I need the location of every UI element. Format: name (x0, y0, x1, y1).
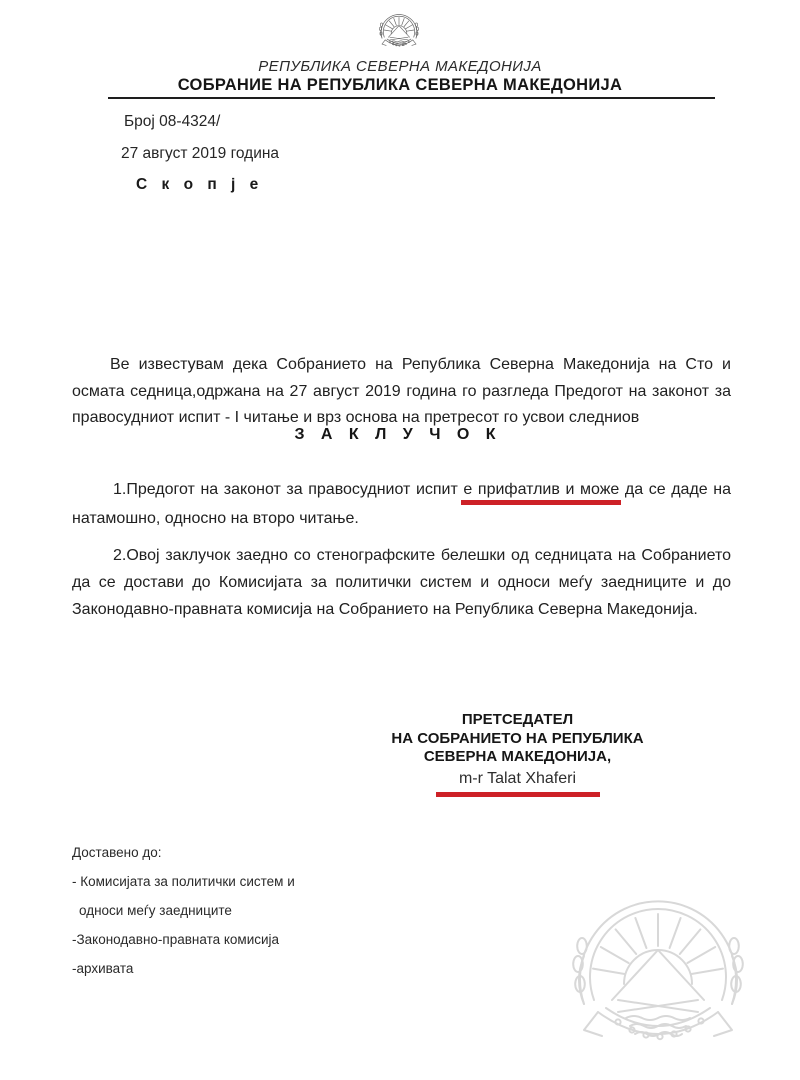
signature-title-line-3: СЕВЕРНА МАКЕДОНИЈА, (423, 748, 612, 765)
document-date: 27 август 2019 година (121, 145, 280, 162)
item1-red-underlined-text: е прифатлив и може (463, 481, 620, 498)
distribution-list (72, 846, 295, 991)
document-number: Број 08-4324/ (124, 113, 221, 130)
signature-red-underline (436, 792, 600, 797)
signer-name: m-r Talat Xhaferi (458, 769, 577, 787)
conclusion-item-1 (72, 475, 731, 533)
watermark-coat-of-arms-icon (543, 860, 773, 1060)
distribution-heading: Доставено до: (72, 845, 162, 860)
document-city: С к о п ј е (136, 176, 264, 193)
distribution-item: -Законодавно-правната комисија (72, 932, 280, 947)
signature-block (380, 711, 655, 797)
republic-name: РЕПУБЛИКА СЕВЕРНА МАКЕДОНИЈА (258, 58, 542, 75)
coat-of-arms-icon (376, 3, 422, 53)
signature-title-line-2: НА СОБРАНИЕТО НА РЕПУБЛИКА (391, 729, 644, 747)
conclusion-heading: З А К Л У Ч О К (294, 426, 502, 443)
intro-paragraph: Ве известувам дека Собранието на Република Северна Македонија на Сто и осмата седница,одржана на 27 август 2019 година го разгледа Предогот на законот за правосудниот испит - I читање и врз основа на претресот го усвои следниов (72, 356, 731, 426)
conclusion-item-2: 2.Овој заклучок заедно со стенографските белешки од седницата на Собранието да се достави до Комисијата за политички систем и односи меѓу заедниците и до Законодавно-правната комисија на Собранието на Република Северна Македонија. (72, 547, 731, 618)
signature-title-line-1: ПРЕТСЕДАТЕЛ (461, 711, 574, 728)
item1-text-before: 1.Предогот на законот за правосудниот испит (113, 481, 464, 498)
distribution-item: односи меѓу заедниците (79, 903, 232, 918)
item1-text-after: да се даде на натамошно, односно на второ читање. (72, 481, 732, 527)
assembly-name: СОБРАНИЕ НА РЕПУБЛИКА СЕВЕРНА МАКЕДОНИЈА (177, 76, 623, 94)
document-meta (121, 112, 280, 195)
header-rule (108, 97, 715, 99)
distribution-item: -архивата (72, 961, 134, 976)
distribution-item: - Комисијата за политички систем и (72, 874, 295, 889)
